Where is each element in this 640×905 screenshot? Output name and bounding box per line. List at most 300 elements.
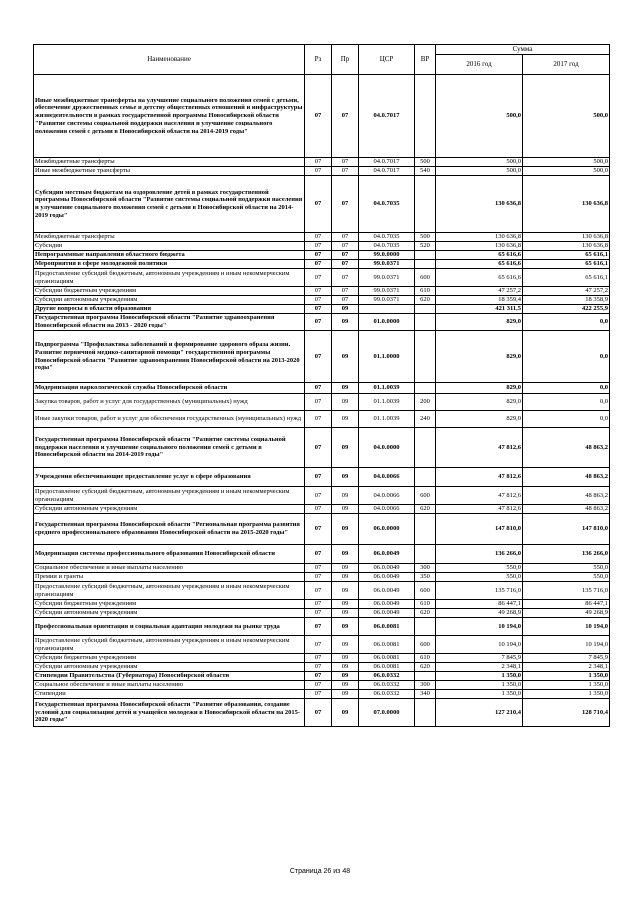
table-row bbox=[34, 663, 610, 672]
row-rz: 07 bbox=[305, 618, 332, 636]
header-year-2017: 2017 год bbox=[523, 55, 610, 75]
row-rz: 07 bbox=[305, 314, 332, 331]
row-amount-2016: 829,0 bbox=[436, 331, 523, 383]
table-row bbox=[34, 564, 610, 573]
row-csr: 06.0.0049 bbox=[359, 582, 415, 600]
row-name: Мероприятия в сфере молодежной политики bbox=[34, 260, 305, 269]
row-amount-2017: 550,0 bbox=[523, 564, 610, 573]
row-name: Профессиональная ориентация и социальная адаптация молодежи на рынке труда bbox=[34, 618, 305, 636]
row-csr: 99.0.0371 bbox=[359, 296, 415, 305]
table-header bbox=[34, 45, 610, 75]
row-amount-2017: 1 350,0 bbox=[523, 690, 610, 699]
row-name: Другие вопросы в области образования bbox=[34, 305, 305, 314]
row-pr: 07 bbox=[332, 287, 359, 296]
row-pr: 07 bbox=[332, 296, 359, 305]
row-amount-2017: 1 350,0 bbox=[523, 681, 610, 690]
row-vr bbox=[415, 383, 436, 394]
row-pr: 09 bbox=[332, 699, 359, 727]
table-row bbox=[34, 167, 610, 176]
row-amount-2016: 127 210,4 bbox=[436, 699, 523, 727]
row-name: Социальное обеспечение и иные выплаты населению bbox=[34, 564, 305, 573]
row-amount-2017: 48 863,2 bbox=[523, 428, 610, 468]
row-rz: 07 bbox=[305, 505, 332, 514]
row-rz: 07 bbox=[305, 609, 332, 618]
row-amount-2017: 550,0 bbox=[523, 573, 610, 582]
row-name: Учреждения обеспечивающие предоставление услуг в сфере образования bbox=[34, 468, 305, 487]
row-vr: 620 bbox=[415, 609, 436, 618]
row-rz: 07 bbox=[305, 75, 332, 158]
row-rz: 07 bbox=[305, 690, 332, 699]
row-rz: 07 bbox=[305, 582, 332, 600]
table-row bbox=[34, 600, 610, 609]
row-amount-2016: 500,0 bbox=[436, 158, 523, 167]
row-vr bbox=[415, 468, 436, 487]
table-row bbox=[34, 672, 610, 681]
row-pr: 09 bbox=[332, 582, 359, 600]
row-vr: 300 bbox=[415, 681, 436, 690]
row-name: Субсидии бюджетным учреждениям bbox=[34, 287, 305, 296]
row-amount-2017: 130 636,8 bbox=[523, 176, 610, 233]
row-csr: 06.0.0332 bbox=[359, 672, 415, 681]
row-amount-2016: 47 812,6 bbox=[436, 468, 523, 487]
row-rz: 07 bbox=[305, 636, 332, 654]
row-rz: 07 bbox=[305, 242, 332, 251]
row-name: Государственная программа Новосибирской области "Региональная программа развития среднего профессионального образования Новосибирской области на 2015-2020 годы" bbox=[34, 514, 305, 545]
row-name: Предоставление субсидий бюджетным, автономным учреждениям и иным некоммерческим организациям bbox=[34, 269, 305, 287]
row-amount-2016: 500,0 bbox=[436, 167, 523, 176]
row-rz: 07 bbox=[305, 600, 332, 609]
row-rz: 07 bbox=[305, 269, 332, 287]
row-vr bbox=[415, 331, 436, 383]
row-rz: 07 bbox=[305, 260, 332, 269]
row-pr: 07 bbox=[332, 260, 359, 269]
row-amount-2017: 7 845,9 bbox=[523, 654, 610, 663]
table-row bbox=[34, 383, 610, 394]
row-amount-2016: 136 266,0 bbox=[436, 545, 523, 564]
row-csr: 06.0.0081 bbox=[359, 663, 415, 672]
row-amount-2017: 130 636,8 bbox=[523, 233, 610, 242]
row-pr: 09 bbox=[332, 663, 359, 672]
table-row bbox=[34, 618, 610, 636]
row-rz: 07 bbox=[305, 167, 332, 176]
table-row bbox=[34, 260, 610, 269]
row-rz: 07 bbox=[305, 296, 332, 305]
row-amount-2017: 500,0 bbox=[523, 75, 610, 158]
row-csr: 06.0.0081 bbox=[359, 636, 415, 654]
row-vr: 540 bbox=[415, 167, 436, 176]
row-name: Подпрограмма "Профилактика заболеваний и формирование здорового образа жизни. Развитие первичной медико-санитарной помощи" государственной программы Новосибирской области "Развитие здравоохранения Новосибирской области на 2013-2020 годы" bbox=[34, 331, 305, 383]
table-row bbox=[34, 176, 610, 233]
row-rz: 07 bbox=[305, 672, 332, 681]
row-name: Субсидии бюджетным учреждениям bbox=[34, 654, 305, 663]
row-pr: 07 bbox=[332, 233, 359, 242]
row-amount-2016: 130 636,8 bbox=[436, 233, 523, 242]
budget-table bbox=[33, 44, 610, 727]
row-vr bbox=[415, 260, 436, 269]
row-amount-2016: 7 845,9 bbox=[436, 654, 523, 663]
row-amount-2016: 135 716,0 bbox=[436, 582, 523, 600]
row-name: Иные закупки товаров, работ и услуг для обеспечения государственных (муниципальных) нужд bbox=[34, 411, 305, 428]
row-csr: 99.0.0371 bbox=[359, 269, 415, 287]
row-name: Иные межбюджетные трансферты на улучшение социального положения семей с детьми, обеспечение дружественных семье и детству общественных отношений и инфраструктуры жизнедеятельности в рамках государственной программы Новосибирской области "Развитие системы социальной поддержки населения и улучшение социального положения семей с детьми в Новосибирской области на 2014-2019 годы" bbox=[34, 75, 305, 158]
row-pr: 09 bbox=[332, 468, 359, 487]
row-amount-2017: 0,0 bbox=[523, 383, 610, 394]
row-amount-2017: 500,0 bbox=[523, 167, 610, 176]
row-name: Социальное обеспечение и иные выплаты населению bbox=[34, 681, 305, 690]
row-amount-2016: 47 812,6 bbox=[436, 428, 523, 468]
row-csr: 04.0.0066 bbox=[359, 487, 415, 505]
row-rz: 07 bbox=[305, 699, 332, 727]
row-pr: 07 bbox=[332, 242, 359, 251]
row-pr: 09 bbox=[332, 600, 359, 609]
row-vr bbox=[415, 251, 436, 260]
row-vr: 620 bbox=[415, 663, 436, 672]
row-rz: 07 bbox=[305, 545, 332, 564]
row-name: Стипендии Правительства (Губернатора) Новосибирской области bbox=[34, 672, 305, 681]
table-row bbox=[34, 468, 610, 487]
row-csr: 99.0.0000 bbox=[359, 251, 415, 260]
row-amount-2016: 65 616,6 bbox=[436, 260, 523, 269]
row-name: Субсидии автономным учреждениям bbox=[34, 296, 305, 305]
row-amount-2017: 0,0 bbox=[523, 394, 610, 411]
row-name: Предоставление субсидий бюджетным, автономным учреждениям и иным некоммерческим организациям bbox=[34, 636, 305, 654]
table-row bbox=[34, 654, 610, 663]
table-row bbox=[34, 296, 610, 305]
row-pr: 09 bbox=[332, 609, 359, 618]
table-row bbox=[34, 636, 610, 654]
row-rz: 07 bbox=[305, 468, 332, 487]
row-rz: 07 bbox=[305, 487, 332, 505]
row-amount-2017: 147 810,0 bbox=[523, 514, 610, 545]
row-amount-2016: 47 257,2 bbox=[436, 287, 523, 296]
row-vr: 610 bbox=[415, 654, 436, 663]
row-amount-2017: 0,0 bbox=[523, 314, 610, 331]
row-rz: 07 bbox=[305, 514, 332, 545]
header-rz: Рз bbox=[305, 45, 332, 75]
row-csr: 01.0.0000 bbox=[359, 314, 415, 331]
row-vr: 240 bbox=[415, 411, 436, 428]
row-vr bbox=[415, 75, 436, 158]
row-rz: 07 bbox=[305, 383, 332, 394]
row-pr: 09 bbox=[332, 487, 359, 505]
row-pr: 09 bbox=[332, 690, 359, 699]
row-amount-2016: 829,0 bbox=[436, 383, 523, 394]
row-amount-2017: 128 710,4 bbox=[523, 699, 610, 727]
row-vr bbox=[415, 428, 436, 468]
row-rz: 07 bbox=[305, 331, 332, 383]
table-row bbox=[34, 269, 610, 287]
row-pr: 09 bbox=[332, 505, 359, 514]
row-vr: 600 bbox=[415, 636, 436, 654]
row-vr: 620 bbox=[415, 296, 436, 305]
row-amount-2016: 829,0 bbox=[436, 394, 523, 411]
row-pr: 07 bbox=[332, 176, 359, 233]
row-name: Межбюджетные трансферты bbox=[34, 233, 305, 242]
row-amount-2016: 10 194,0 bbox=[436, 618, 523, 636]
row-csr: 04.0.0066 bbox=[359, 468, 415, 487]
row-csr: 06.0.0049 bbox=[359, 545, 415, 564]
row-rz: 07 bbox=[305, 681, 332, 690]
row-csr: 06.0.0049 bbox=[359, 564, 415, 573]
row-rz: 07 bbox=[305, 573, 332, 582]
row-amount-2017: 48 863,2 bbox=[523, 487, 610, 505]
row-amount-2017: 130 636,8 bbox=[523, 242, 610, 251]
row-amount-2016: 147 810,0 bbox=[436, 514, 523, 545]
row-vr: 610 bbox=[415, 600, 436, 609]
row-pr: 09 bbox=[332, 545, 359, 564]
row-amount-2016: 1 350,0 bbox=[436, 690, 523, 699]
row-rz: 07 bbox=[305, 251, 332, 260]
row-rz: 07 bbox=[305, 233, 332, 242]
row-vr: 600 bbox=[415, 582, 436, 600]
row-pr: 09 bbox=[332, 383, 359, 394]
row-csr: 04.0.7035 bbox=[359, 242, 415, 251]
row-csr: 06.0.0332 bbox=[359, 681, 415, 690]
row-csr: 04.0.7017 bbox=[359, 75, 415, 158]
row-vr: 200 bbox=[415, 394, 436, 411]
row-rz: 07 bbox=[305, 176, 332, 233]
table-row bbox=[34, 514, 610, 545]
row-amount-2016: 49 268,9 bbox=[436, 609, 523, 618]
row-pr: 09 bbox=[332, 681, 359, 690]
row-amount-2016: 500,0 bbox=[436, 75, 523, 158]
row-amount-2017: 1 350,0 bbox=[523, 672, 610, 681]
row-csr: 06.0.0081 bbox=[359, 618, 415, 636]
row-csr: 06.0.0049 bbox=[359, 609, 415, 618]
row-amount-2017: 0,0 bbox=[523, 331, 610, 383]
row-name: Субсидии местным бюджетам на оздоровление детей в рамках государственной программы Новосибирской области "Развитие системы социальной поддержки населения и улучшение социального положения семей с детьми в Новосибирской области на 2014-2019 годы" bbox=[34, 176, 305, 233]
row-rz: 07 bbox=[305, 394, 332, 411]
row-amount-2016: 1 350,0 bbox=[436, 681, 523, 690]
row-amount-2016: 829,0 bbox=[436, 314, 523, 331]
table-row bbox=[34, 699, 610, 727]
row-pr: 09 bbox=[332, 636, 359, 654]
row-pr: 09 bbox=[332, 305, 359, 314]
row-csr: 99.0.0371 bbox=[359, 287, 415, 296]
row-name: Субсидии бюджетным учреждениям bbox=[34, 600, 305, 609]
row-amount-2017: 10 194,0 bbox=[523, 636, 610, 654]
row-amount-2017: 65 616,1 bbox=[523, 269, 610, 287]
row-amount-2016: 18 359,4 bbox=[436, 296, 523, 305]
row-amount-2016: 1 350,0 bbox=[436, 672, 523, 681]
row-rz: 07 bbox=[305, 663, 332, 672]
row-csr: 01.1.0000 bbox=[359, 331, 415, 383]
header-pr: Пр bbox=[332, 45, 359, 75]
row-pr: 09 bbox=[332, 314, 359, 331]
row-amount-2017: 47 257,2 bbox=[523, 287, 610, 296]
row-amount-2016: 86 447,1 bbox=[436, 600, 523, 609]
row-csr: 06.0.0081 bbox=[359, 654, 415, 663]
row-name: Предоставление субсидий бюджетным, автономным учреждениям и иным некоммерческим организациям bbox=[34, 487, 305, 505]
row-csr: 04.0.7017 bbox=[359, 167, 415, 176]
row-amount-2016: 2 348,1 bbox=[436, 663, 523, 672]
row-csr: 01.1.0039 bbox=[359, 411, 415, 428]
row-csr: 01.1.0039 bbox=[359, 383, 415, 394]
row-amount-2017: 2 348,1 bbox=[523, 663, 610, 672]
row-csr: 06.0.0332 bbox=[359, 690, 415, 699]
row-amount-2016: 47 812,6 bbox=[436, 505, 523, 514]
row-csr: 06.0.0049 bbox=[359, 573, 415, 582]
row-amount-2016: 65 616,6 bbox=[436, 251, 523, 260]
row-rz: 07 bbox=[305, 158, 332, 167]
row-pr: 07 bbox=[332, 251, 359, 260]
row-name: Закупка товаров, работ и услуг для государственных (муниципальных) нужд bbox=[34, 394, 305, 411]
row-pr: 07 bbox=[332, 269, 359, 287]
header-csr: ЦСР bbox=[359, 45, 415, 75]
row-amount-2016: 130 636,8 bbox=[436, 242, 523, 251]
row-vr: 300 bbox=[415, 564, 436, 573]
table-row bbox=[34, 573, 610, 582]
row-rz: 07 bbox=[305, 287, 332, 296]
row-rz: 07 bbox=[305, 654, 332, 663]
table-row bbox=[34, 242, 610, 251]
row-csr: 04.0.0066 bbox=[359, 505, 415, 514]
table-row bbox=[34, 287, 610, 296]
row-vr bbox=[415, 514, 436, 545]
row-csr: 06.0.0049 bbox=[359, 600, 415, 609]
row-vr: 620 bbox=[415, 505, 436, 514]
row-amount-2017: 135 716,0 bbox=[523, 582, 610, 600]
row-amount-2017: 10 194,0 bbox=[523, 618, 610, 636]
row-pr: 09 bbox=[332, 411, 359, 428]
row-name: Непрограммные направления областного бюджета bbox=[34, 251, 305, 260]
row-pr: 09 bbox=[332, 672, 359, 681]
row-name: Субсидии автономным учреждениям bbox=[34, 505, 305, 514]
row-pr: 09 bbox=[332, 618, 359, 636]
row-name: Межбюджетные трансферты bbox=[34, 158, 305, 167]
row-vr bbox=[415, 699, 436, 727]
table-row bbox=[34, 233, 610, 242]
row-csr: 04.0.0000 bbox=[359, 428, 415, 468]
row-vr: 600 bbox=[415, 269, 436, 287]
table-row bbox=[34, 582, 610, 600]
row-pr: 09 bbox=[332, 573, 359, 582]
table-row bbox=[34, 305, 610, 314]
row-vr: 520 bbox=[415, 242, 436, 251]
row-pr: 07 bbox=[332, 167, 359, 176]
row-rz: 07 bbox=[305, 411, 332, 428]
row-amount-2016: 130 636,8 bbox=[436, 176, 523, 233]
row-vr bbox=[415, 314, 436, 331]
row-name: Иные межбюджетные трансферты bbox=[34, 167, 305, 176]
row-name: Субсидии автономным учреждениям bbox=[34, 609, 305, 618]
row-name: Государственная программа Новосибирской области "Развитие здравоохранения Новосибирской области на 2013 - 2020 годы" bbox=[34, 314, 305, 331]
row-amount-2017: 86 447,1 bbox=[523, 600, 610, 609]
table-row bbox=[34, 428, 610, 468]
row-vr: 610 bbox=[415, 287, 436, 296]
table-row bbox=[34, 331, 610, 383]
row-csr bbox=[359, 305, 415, 314]
page-number: Страница 26 из 48 bbox=[289, 868, 351, 875]
row-amount-2016: 65 616,6 bbox=[436, 269, 523, 287]
table-row bbox=[34, 545, 610, 564]
row-amount-2017: 48 863,2 bbox=[523, 505, 610, 514]
row-name: Субсидии bbox=[34, 242, 305, 251]
row-amount-2016: 829,0 bbox=[436, 411, 523, 428]
row-pr: 09 bbox=[332, 331, 359, 383]
row-amount-2016: 550,0 bbox=[436, 573, 523, 582]
table-row bbox=[34, 487, 610, 505]
row-csr: 01.1.0039 bbox=[359, 394, 415, 411]
row-vr bbox=[415, 305, 436, 314]
row-vr bbox=[415, 176, 436, 233]
table-row bbox=[34, 681, 610, 690]
row-name: Стипендии bbox=[34, 690, 305, 699]
header-vr: ВР bbox=[415, 45, 436, 75]
row-amount-2016: 550,0 bbox=[436, 564, 523, 573]
row-amount-2017: 48 863,2 bbox=[523, 468, 610, 487]
row-amount-2017: 65 616,1 bbox=[523, 251, 610, 260]
table-body bbox=[34, 75, 610, 727]
row-vr: 500 bbox=[415, 233, 436, 242]
row-rz: 07 bbox=[305, 564, 332, 573]
header-sum: Сумма bbox=[436, 45, 610, 55]
row-amount-2017: 65 616,1 bbox=[523, 260, 610, 269]
row-name: Субсидии автономным учреждениям bbox=[34, 663, 305, 672]
row-csr: 99.0.0371 bbox=[359, 260, 415, 269]
row-amount-2017: 0,0 bbox=[523, 411, 610, 428]
row-vr: 350 bbox=[415, 573, 436, 582]
row-pr: 07 bbox=[332, 75, 359, 158]
row-amount-2017: 422 255,9 bbox=[523, 305, 610, 314]
row-vr: 500 bbox=[415, 158, 436, 167]
row-name: Модернизация наркологической службы Новосибирской области bbox=[34, 383, 305, 394]
row-name: Государственная программа Новосибирской области "Развитие системы социальной поддержки населения и улучшение социального положения семей с детьми в Новосибирской области на 2014-2019 годы" bbox=[34, 428, 305, 468]
row-pr: 07 bbox=[332, 158, 359, 167]
row-csr: 04.0.7017 bbox=[359, 158, 415, 167]
table-row bbox=[34, 75, 610, 158]
table-row bbox=[34, 314, 610, 331]
row-amount-2017: 49 268,9 bbox=[523, 609, 610, 618]
table-row bbox=[34, 411, 610, 428]
row-rz: 07 bbox=[305, 428, 332, 468]
row-vr bbox=[415, 545, 436, 564]
row-amount-2017: 500,0 bbox=[523, 158, 610, 167]
row-amount-2017: 18 358,9 bbox=[523, 296, 610, 305]
row-pr: 09 bbox=[332, 514, 359, 545]
row-csr: 07.0.0000 bbox=[359, 699, 415, 727]
row-name: Предоставление субсидий бюджетным, автономным учреждениям и иным некоммерческим организациям bbox=[34, 582, 305, 600]
row-csr: 04.0.7035 bbox=[359, 176, 415, 233]
row-name: Модернизация системы профессионального образования Новосибирской области bbox=[34, 545, 305, 564]
header-name: Наименование bbox=[34, 45, 305, 75]
row-pr: 09 bbox=[332, 564, 359, 573]
row-name: Премии и гранты bbox=[34, 573, 305, 582]
row-csr: 04.0.7035 bbox=[359, 233, 415, 242]
table-row bbox=[34, 690, 610, 699]
row-amount-2016: 10 194,0 bbox=[436, 636, 523, 654]
row-amount-2016: 47 812,6 bbox=[436, 487, 523, 505]
row-amount-2017: 136 266,0 bbox=[523, 545, 610, 564]
table-row bbox=[34, 158, 610, 167]
header-year-2016: 2016 год bbox=[436, 55, 523, 75]
table-row bbox=[34, 505, 610, 514]
row-vr: 600 bbox=[415, 487, 436, 505]
row-rz: 07 bbox=[305, 305, 332, 314]
table-row bbox=[34, 251, 610, 260]
row-csr: 06.0.0000 bbox=[359, 514, 415, 545]
row-pr: 09 bbox=[332, 428, 359, 468]
table-row bbox=[34, 394, 610, 411]
row-vr bbox=[415, 618, 436, 636]
table-row bbox=[34, 609, 610, 618]
row-pr: 09 bbox=[332, 394, 359, 411]
row-name: Государственная программа Новосибирской области "Развитие образования, создание условий для социализации детей и учащейся молодежи в Новосибирской области на 2015-2020 годы" bbox=[34, 699, 305, 727]
row-amount-2016: 421 311,5 bbox=[436, 305, 523, 314]
row-vr bbox=[415, 672, 436, 681]
row-pr: 09 bbox=[332, 654, 359, 663]
row-vr: 340 bbox=[415, 690, 436, 699]
